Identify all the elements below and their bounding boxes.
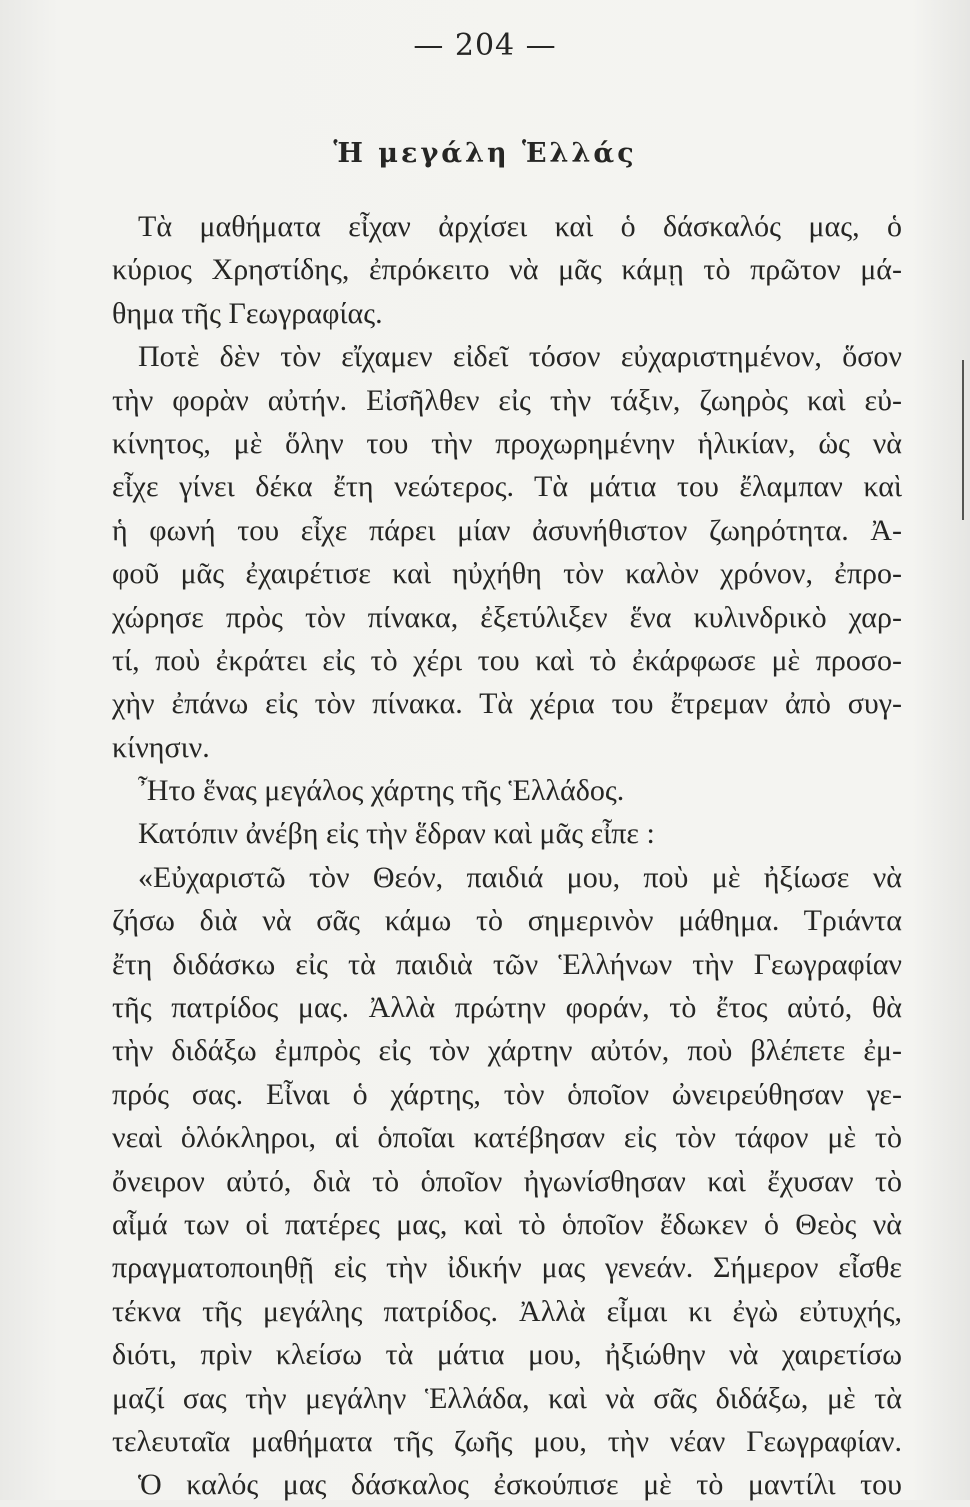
text-line: φοῦ μᾶς ἐχαιρέτισε καὶ ηὐχήθη τὸν καλὸν χρόνον, ἐπρο-: [112, 557, 902, 591]
text-line: κίνησιν.: [112, 730, 210, 764]
text-line: Ἦτο ἕνας μεγάλος χάρτης τῆς Ἑλλάδος.: [138, 774, 625, 808]
text-line: πρός σας. Εἶναι ὁ χάρτης, τὸν ὁποῖον ὠνειρεύθησαν γε-: [112, 1077, 902, 1111]
text-line: νεαὶ ὁλόκληροι, αἱ ὁποῖαι κατέβησαν εἰς τὸν τάφον μὲ τὸ: [112, 1121, 902, 1155]
text-line: τὴν διδάξω ἐμπρὸς εἰς τὸν χάρτην αὐτόν, ποὺ βλέπετε ἐμ-: [112, 1034, 902, 1068]
text-line: ἔτη διδάσκω εἰς τὰ παιδιὰ τῶν Ἑλλήνων τὴν Γεωγραφίαν: [112, 947, 902, 981]
text-line: κύριος Χρηστίδης, ἐπρόκειτο νὰ μᾶς κάμῃ τὸ πρῶτον μά-: [112, 253, 902, 287]
text-line: ὄνειρον αὐτό, διὰ τὸ ὁποῖον ἠγωνίσθησαν καὶ ἔχυσαν τὸ: [112, 1164, 902, 1198]
text-line: τέκνα τῆς μεγάλης πατρίδος. Ἀλλὰ εἶμαι κι ἐγὼ εὐτυχής,: [112, 1294, 902, 1328]
text-line: Ποτὲ δὲν τὸν εἴχαμεν εἰδεῖ τόσον εὐχαριστημένον, ὅσον: [138, 340, 902, 374]
text-line: αἷμά των οἱ πατέρες μας, καὶ τὸ ὁποῖον ἔδωκεν ὁ Θεὸς νὰ: [112, 1207, 902, 1241]
text-line: τελευταῖα μαθήματα τῆς ζωῆς μου, τὴν νέαν Γεωγραφίαν.: [112, 1424, 902, 1458]
text-line: εἶχε γίνει δέκα ἔτη νεώτερος. Τὰ μάτια του ἔλαμπαν καὶ: [112, 470, 902, 504]
text-line: «Εὐχαριστῶ τὸν Θεόν, παιδιά μου, ποὺ μὲ ἠξίωσε νὰ: [138, 860, 902, 894]
text-line: θημα τῆς Γεωγραφίας.: [112, 296, 383, 330]
text-line: τί, ποὺ ἐκράτει εἰς τὸ χέρι του καὶ τὸ ἐκάρφωσε μὲ προσο-: [112, 643, 902, 677]
text-line: διότι, πρὶν κλείσω τὰ μάτια μου, ἠξιώθην νὰ χαιρετίσω: [112, 1338, 902, 1372]
text-line: κίνητος, μὲ ὅλην του τὴν προχωρημένην ἡλικίαν, ὡς νὰ: [112, 426, 902, 460]
text-line: ζήσω διὰ νὰ σᾶς κάμω τὸ σημερινὸν μάθημα. Τριάντα: [112, 904, 902, 938]
body-text: [112, 205, 902, 1507]
page-edge-mark: [962, 360, 964, 520]
text-line: χὴν ἐπάνω εἰς τὸν πίνακα. Τὰ χέρια του ἔτρεμαν ἀπὸ συγ-: [112, 687, 902, 721]
text-line: Ὁ καλός μας δάσκαλος ἐσκούπισε μὲ τὸ μαντίλι του: [138, 1468, 902, 1502]
text-line: χώρησε πρὸς τὸν πίνακα, ἐξετύλιξεν ἕνα κυλινδρικὸ χαρ-: [112, 600, 902, 634]
text-line: μαζί σας τὴν μεγάλην Ἑλλάδα, καὶ νὰ σᾶς διδάξω, μὲ τὰ: [112, 1381, 902, 1415]
text-line: Κατόπιν ἀνέβη εἰς τὴν ἕδραν καὶ μᾶς εἶπε :: [138, 817, 655, 851]
text-line: τὴν φορὰν αὐτήν. Εἰσῆλθεν εἰς τὴν τάξιν, ζωηρὸς καὶ εὐ-: [112, 383, 902, 417]
page-number: — 204 —: [413, 28, 557, 63]
chapter-title: Ἡ μεγάλη Ἑλλάς: [333, 138, 637, 169]
text-line: Τὰ μαθήματα εἶχαν ἀρχίσει καὶ ὁ δάσκαλός μας, ὁ: [138, 210, 902, 243]
text-line: ἡ φωνή του εἶχε πάρει μίαν ἀσυνήθιστον ζωηρότητα. Ἀ-: [112, 513, 902, 547]
text-line: τῆς πατρίδος μας. Ἀλλὰ πρώτην φοράν, τὸ ἔτος αὐτό, θὰ: [112, 991, 902, 1025]
text-line: πραγματοποιηθῇ εἰς τὴν ἰδικήν μας γενεάν. Σήμερον εἶσθε: [112, 1251, 902, 1285]
